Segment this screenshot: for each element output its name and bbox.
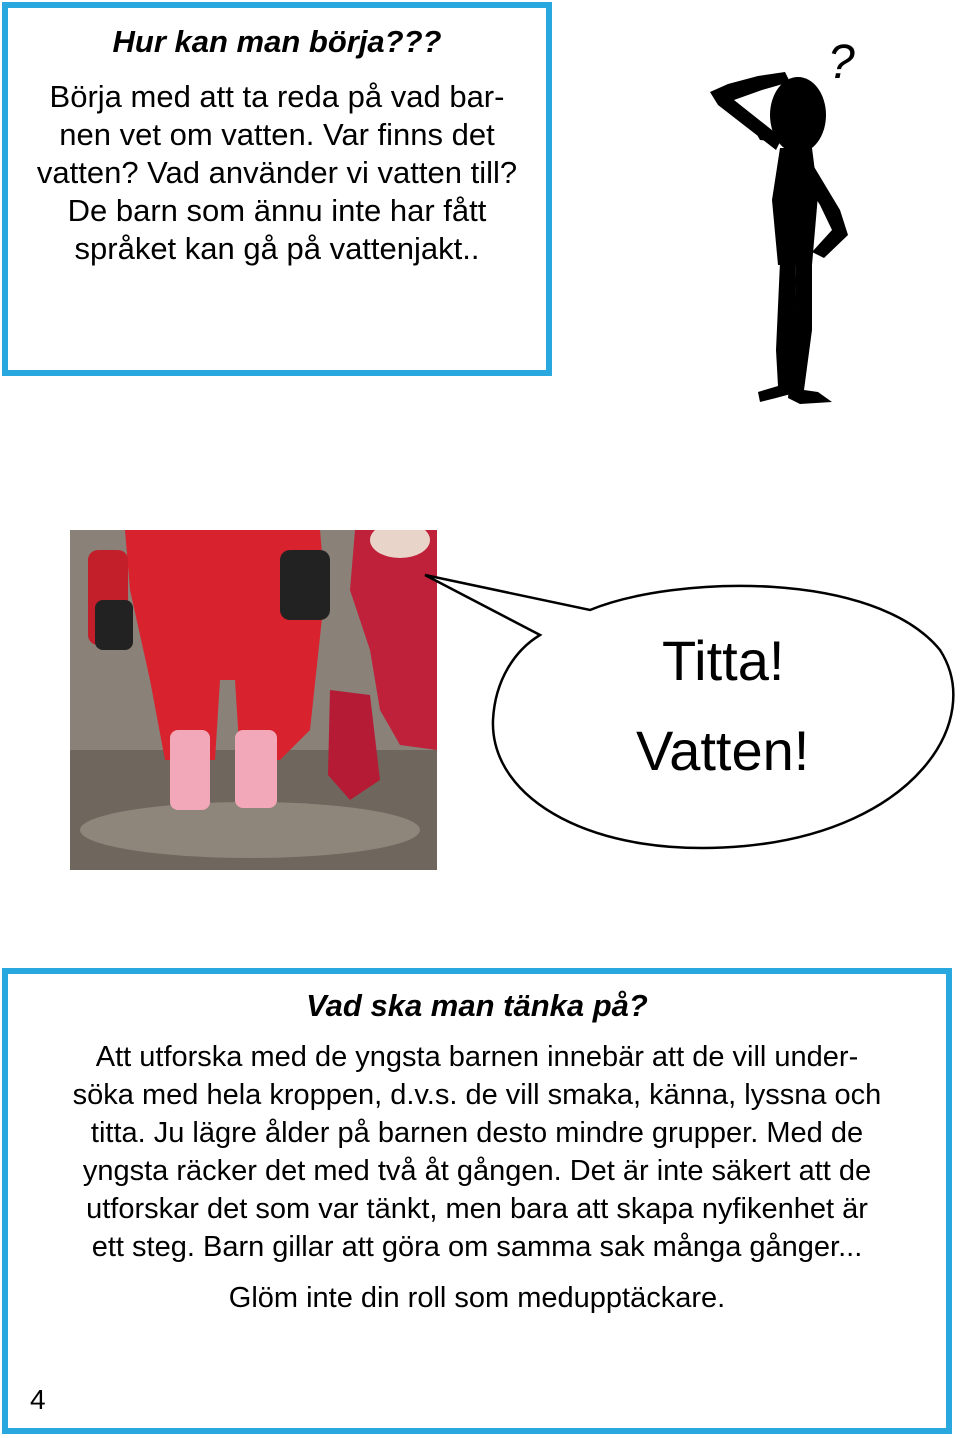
considerations-box — [2, 968, 952, 1434]
considerations-line: ett steg. Barn gillar att göra om samma sak många gånger... — [91, 1231, 863, 1263]
considerations-title: Vad ska man tänka på? — [306, 988, 648, 1023]
question-mark-icon: ? — [828, 36, 855, 89]
speech-bubble — [395, 570, 960, 860]
intro-title: Hur kan man börja??? — [112, 24, 442, 59]
intro-body — [8, 78, 546, 268]
intro-line: Börja med att ta reda på vad bar- — [49, 79, 505, 114]
considerations-line: utforskar det som var tänkt, men bara att skapa nyfikenhet är — [86, 1193, 868, 1225]
children-in-puddle-photo — [70, 530, 437, 870]
considerations-line: yngsta räcker det med två åt gången. Det är inte säkert att de — [82, 1155, 872, 1187]
intro-line: nen vet om vatten. Var finns det — [59, 117, 495, 152]
intro-line: De barn som ännu inte har fått — [67, 193, 487, 228]
intro-box — [2, 2, 552, 376]
thinking-person-icon — [700, 30, 860, 425]
considerations-line: Att utforska med de yngsta barnen innebär att de vill under- — [95, 1041, 859, 1073]
closing-line: Glöm inte din roll som medupptäckare. — [228, 1282, 726, 1314]
intro-line: vatten? Vad använder vi vatten till? — [36, 155, 518, 190]
page-number: 4 — [30, 1384, 46, 1415]
considerations-line: söka med hela kroppen, d.v.s. de vill smaka, känna, lyssna och — [72, 1079, 882, 1111]
speech-line-2: Vatten! — [636, 719, 810, 782]
speech-line-1: Titta! — [662, 629, 785, 692]
considerations-body — [8, 1038, 946, 1266]
considerations-line: titta. Ju lägre ålder på barnen desto mindre grupper. Med de — [90, 1117, 864, 1149]
intro-line: språket kan gå på vattenjakt.. — [74, 231, 480, 266]
